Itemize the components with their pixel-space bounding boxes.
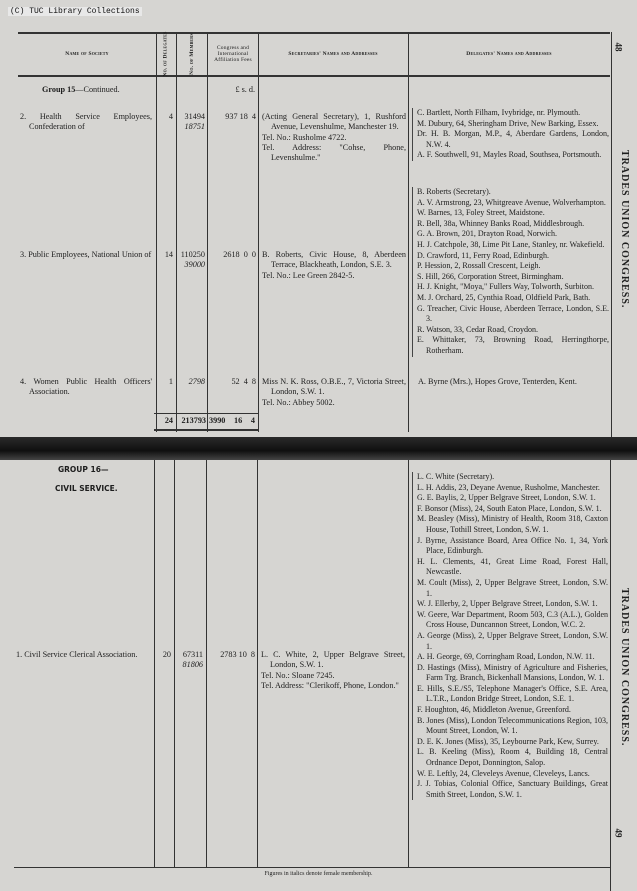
currency-header: £ s. d. (235, 85, 255, 94)
delegate-entry: H. J. Catchpole, 38, Lime Pit Lane, Stanley, nr. Wakefield. (417, 239, 605, 249)
delegate-entry: B. Roberts (Secretary). (417, 187, 491, 196)
group-15-title: Group 15 (42, 85, 76, 94)
secretary-address (261, 650, 405, 691)
delegate-entry: E. Whittaker, 73, Browning Road, Herringthorpe, Rotherham. (417, 335, 609, 355)
members-count: 67311 (182, 650, 203, 659)
delegate-entry: M. J. Orchard, 25, Cynthia Road, Oldfield Park, Bath. (417, 292, 591, 302)
delegate-entry: G. A. Brown, 201, Drayton Road, Norwich. (417, 229, 557, 239)
society-name: 2. Health Service Employees, Confederation of (20, 112, 152, 132)
rule-line (156, 32, 157, 432)
delegate-entry: R. Bell, 38a, Whinney Banks Road, Middlesbrough. (417, 218, 585, 228)
rule-line (209, 416, 257, 426)
rule-line (42, 85, 120, 95)
female-members: 81806 (182, 660, 203, 669)
delegate-entry: A. H. George, 69, Corringham Road, London, N.W. 11. (417, 652, 595, 662)
delegates-count: 4 (168, 112, 173, 121)
delegate-entry: G. E. Baylis, 2, Upper Belgrave Street, London, S.W. 1. (417, 493, 596, 503)
society-name: 4. Women Public Health Officers' Association. (20, 377, 152, 397)
rule-line (154, 460, 155, 867)
fees: 2618 0 0 (223, 250, 256, 259)
delegate-entry: J. Byrne, Assistance Board, Area Office No. 1, 34, York Place, Edinburgh. (417, 535, 608, 556)
secretary-address (262, 112, 406, 163)
society-name: 1. Civil Service Clerical Association. (16, 650, 138, 659)
page-number-48: 48 (613, 42, 624, 52)
fees: 52 4 8 (231, 377, 256, 386)
group-15-suffix: —Continued. (75, 85, 120, 94)
group-16-title: GROUP 16— (58, 465, 109, 474)
delegate-entry: Tel. No.: Lee Green 2842-5. (262, 270, 355, 280)
delegate-entry: M. Dubury, 64, Sheringham Drive, New Barking, Essex. (417, 118, 599, 128)
delegate-entry: D. Hastings (Miss), Ministry of Agriculture and Fisheries, Farm Trg. Branch, Bickenhall Mansions, London, W. 1. (417, 662, 608, 683)
total-shillings: 16 (234, 416, 243, 425)
header-name: Name of Society (65, 51, 109, 57)
watermark: (C) TUC Library Collections (10, 7, 140, 16)
members-count: 110250 (180, 250, 205, 259)
header-fees: Congress and International Affiliation Fees (214, 45, 252, 63)
delegate-entry: L. B. Keeling (Miss), Room 4, Building 18, Central Ordnance Depot, Donnington, Salop. (417, 747, 608, 768)
delegate-entry: F. Bonsor (Miss), 24, South Eaton Place, London, S.W. 1. (417, 503, 602, 513)
header-delegates: No. of Delegates (163, 31, 170, 77)
delegate-entry: D. E. K. Jones (Miss), 35, Leybourne Park, Kew, Surrey. (417, 736, 599, 746)
spine-title: TRADES UNION CONGRESS. (619, 588, 630, 747)
delegate-entry: Tel. No.: Sloane 7245. (261, 670, 335, 680)
rule-line (408, 32, 409, 432)
secretary-address (262, 250, 406, 281)
page-48 (0, 0, 637, 437)
page-gutter (0, 437, 637, 460)
spine-title: TRADES UNION CONGRESS. (619, 150, 630, 309)
total-pence: 4 (250, 416, 255, 425)
delegates-count: 20 (162, 650, 171, 659)
delegate-entry: Dr. H. B. Morgan, M.P., 4, Aberdare Gardens, London, N.W. 4. (417, 129, 609, 149)
delegate-entry: B. Roberts, Civic House, 8, Aberdeen Terrace, Blackheath, London, S.E. 3. (262, 250, 406, 270)
totals-row: 24 (164, 416, 173, 425)
header-secretaries: Secretaries' Names and Addresses (288, 51, 378, 57)
page-number-49: 49 (613, 828, 624, 838)
delegate-entry: R. Watson, 33, Cedar Road, Croydon. (417, 324, 538, 334)
delegate-entry: (Acting General Secretary), 1, Rushford Avenue, Levenshulme, Manchester 19. (262, 112, 406, 132)
delegate-entry: M. Coult (Miss), 2, Upper Belgrave Street, London, S.W. 1. (417, 577, 608, 598)
delegate-entry: Tel. Address: "Clerikoff, Phone, London." (261, 680, 399, 690)
delegate-entry: G. Treacher, Civic House, Aberdeen Terrace, London, S.E. 3. (417, 303, 609, 324)
delegate-entry: W. Barnes, 13, Foley Street, Maidstone. (417, 208, 545, 218)
delegates-list: A. Byrne (Mrs.), Hopes Grove, Tenterden, Kent. (418, 377, 577, 386)
rule-line (258, 32, 259, 432)
delegate-entry: L. H. Addis, 23, Deyane Avenue, Rusholme, Manchester. (417, 482, 600, 492)
delegate-entry: F. Houghton, 46, Middleton Avenue, Greenford. (417, 705, 571, 715)
rule-line (156, 32, 176, 76)
rule-line (408, 460, 409, 867)
delegate-entry: B. Jones (Miss), London Telecommunications Region, 103, Mount Street, London, W. 1. (417, 715, 608, 736)
rule-line (207, 32, 208, 432)
rule-line (610, 460, 611, 891)
delegates-list (412, 472, 608, 800)
delegate-entry: Tel. Address: "Cohse, Phone, Levenshulme." (262, 142, 406, 163)
delegate-entry: A. George (Miss), 2, Upper Belgrave Street, London, S.W. 1. (417, 630, 608, 651)
delegate-entry: Tel. No.: Rusholme 4722. (262, 132, 347, 142)
rule-line (154, 413, 258, 414)
delegate-entry: S. Hill, 266, Corporation Street, Birmingham. (417, 271, 564, 281)
delegate-entry: W. J. Ellerby, 2, Upper Belgrave Street, London, S.W. 1. (417, 599, 598, 609)
fees: 2783 10 8 (220, 650, 255, 659)
delegate-entry: C. Bartlett, North Filham, Ivybridge, nr. Plymouth. (417, 108, 581, 117)
delegate-entry: D. Crawford, 11, Ferry Road, Edinburgh. (417, 250, 549, 260)
delegate-entry: L. C. White, 2, Upper Belgrave Street, London, S.W. 1. (261, 650, 405, 670)
header-delegates-names: Delegates' Names and Addresses (466, 51, 552, 57)
header-members: No. of Members (189, 33, 195, 75)
delegate-entry: L. C. White (Secretary). (417, 472, 495, 481)
rule-line (257, 460, 258, 867)
female-members: 2798 (188, 377, 205, 386)
total-pounds: 3990 (209, 416, 226, 425)
delegates-list (412, 108, 609, 161)
members-count: 31494 (184, 112, 205, 121)
delegate-entry: W. E. Leftly, 24, Cleveleys Avenue, Cleveleys, Lancs. (417, 768, 590, 778)
rule-line (206, 460, 207, 867)
delegate-entry: Tel. No.: Abbey 5002. (262, 397, 335, 407)
rule-line (154, 429, 258, 431)
society-name: 3. Public Employees, National Union of (20, 250, 152, 259)
rule-line (176, 32, 208, 76)
delegate-entry: P. Hession, 2, Rossall Crescent, Leigh. (417, 261, 541, 271)
delegate-entry: H. J. Knight, "Moya," Fullers Way, Tolworth, Surbiton. (417, 282, 594, 292)
delegate-entry: H. L. Clements, 41, Great Lime Road, Forest Hall, Newcastle. (417, 556, 608, 577)
rule-line (176, 32, 177, 432)
delegate-entry: J. J. Tobias, Colonial Office, Sanctuary Buildings, Great Smith Street, London, S.W. 1. (417, 779, 608, 799)
page-49 (0, 460, 637, 891)
rule-line (14, 867, 610, 868)
delegates-list (412, 187, 609, 357)
delegate-entry: A. F. Southwell, 91, Mayles Road, Southsea, Portsmouth. (417, 150, 602, 160)
total-members: 213793 (181, 416, 206, 425)
footnote: Figures in italics denote female membership. (264, 871, 373, 877)
delegate-entry: M. Beasley (Miss), Ministry of Health, Room 318, Caxton House, Tothill Street, London, S.W. 1. (417, 514, 608, 534)
delegate-entry: W. Geere, War Department, Room 503, C.3 (A.L.), Golden Cross House, Duncannon Street, London, W.C. 2. (417, 609, 608, 630)
delegate-entry: A. V. Armstrong, 23, Whitgreave Avenue, Wolverhampton. (417, 197, 606, 207)
fees: 937 18 4 (225, 112, 256, 121)
delegate-entry: Miss N. K. Ross, O.B.E., 7, Victoria Street, London, S.W. 1. (262, 377, 406, 397)
delegate-entry: E. Hills, S.E./S5, Telephone Manager's Office, S.E. Area, L.T.R., London Bridge Street, London, S.E. 1. (417, 683, 608, 704)
delegates-count: 14 (164, 250, 173, 259)
group-16-name: CIVIL SERVICE. (55, 484, 118, 493)
delegates-count: 1 (168, 377, 173, 386)
rule-line (611, 32, 612, 437)
secretary-address (262, 377, 406, 408)
female-members: 39000 (184, 260, 205, 269)
female-members: 18751 (184, 122, 205, 131)
